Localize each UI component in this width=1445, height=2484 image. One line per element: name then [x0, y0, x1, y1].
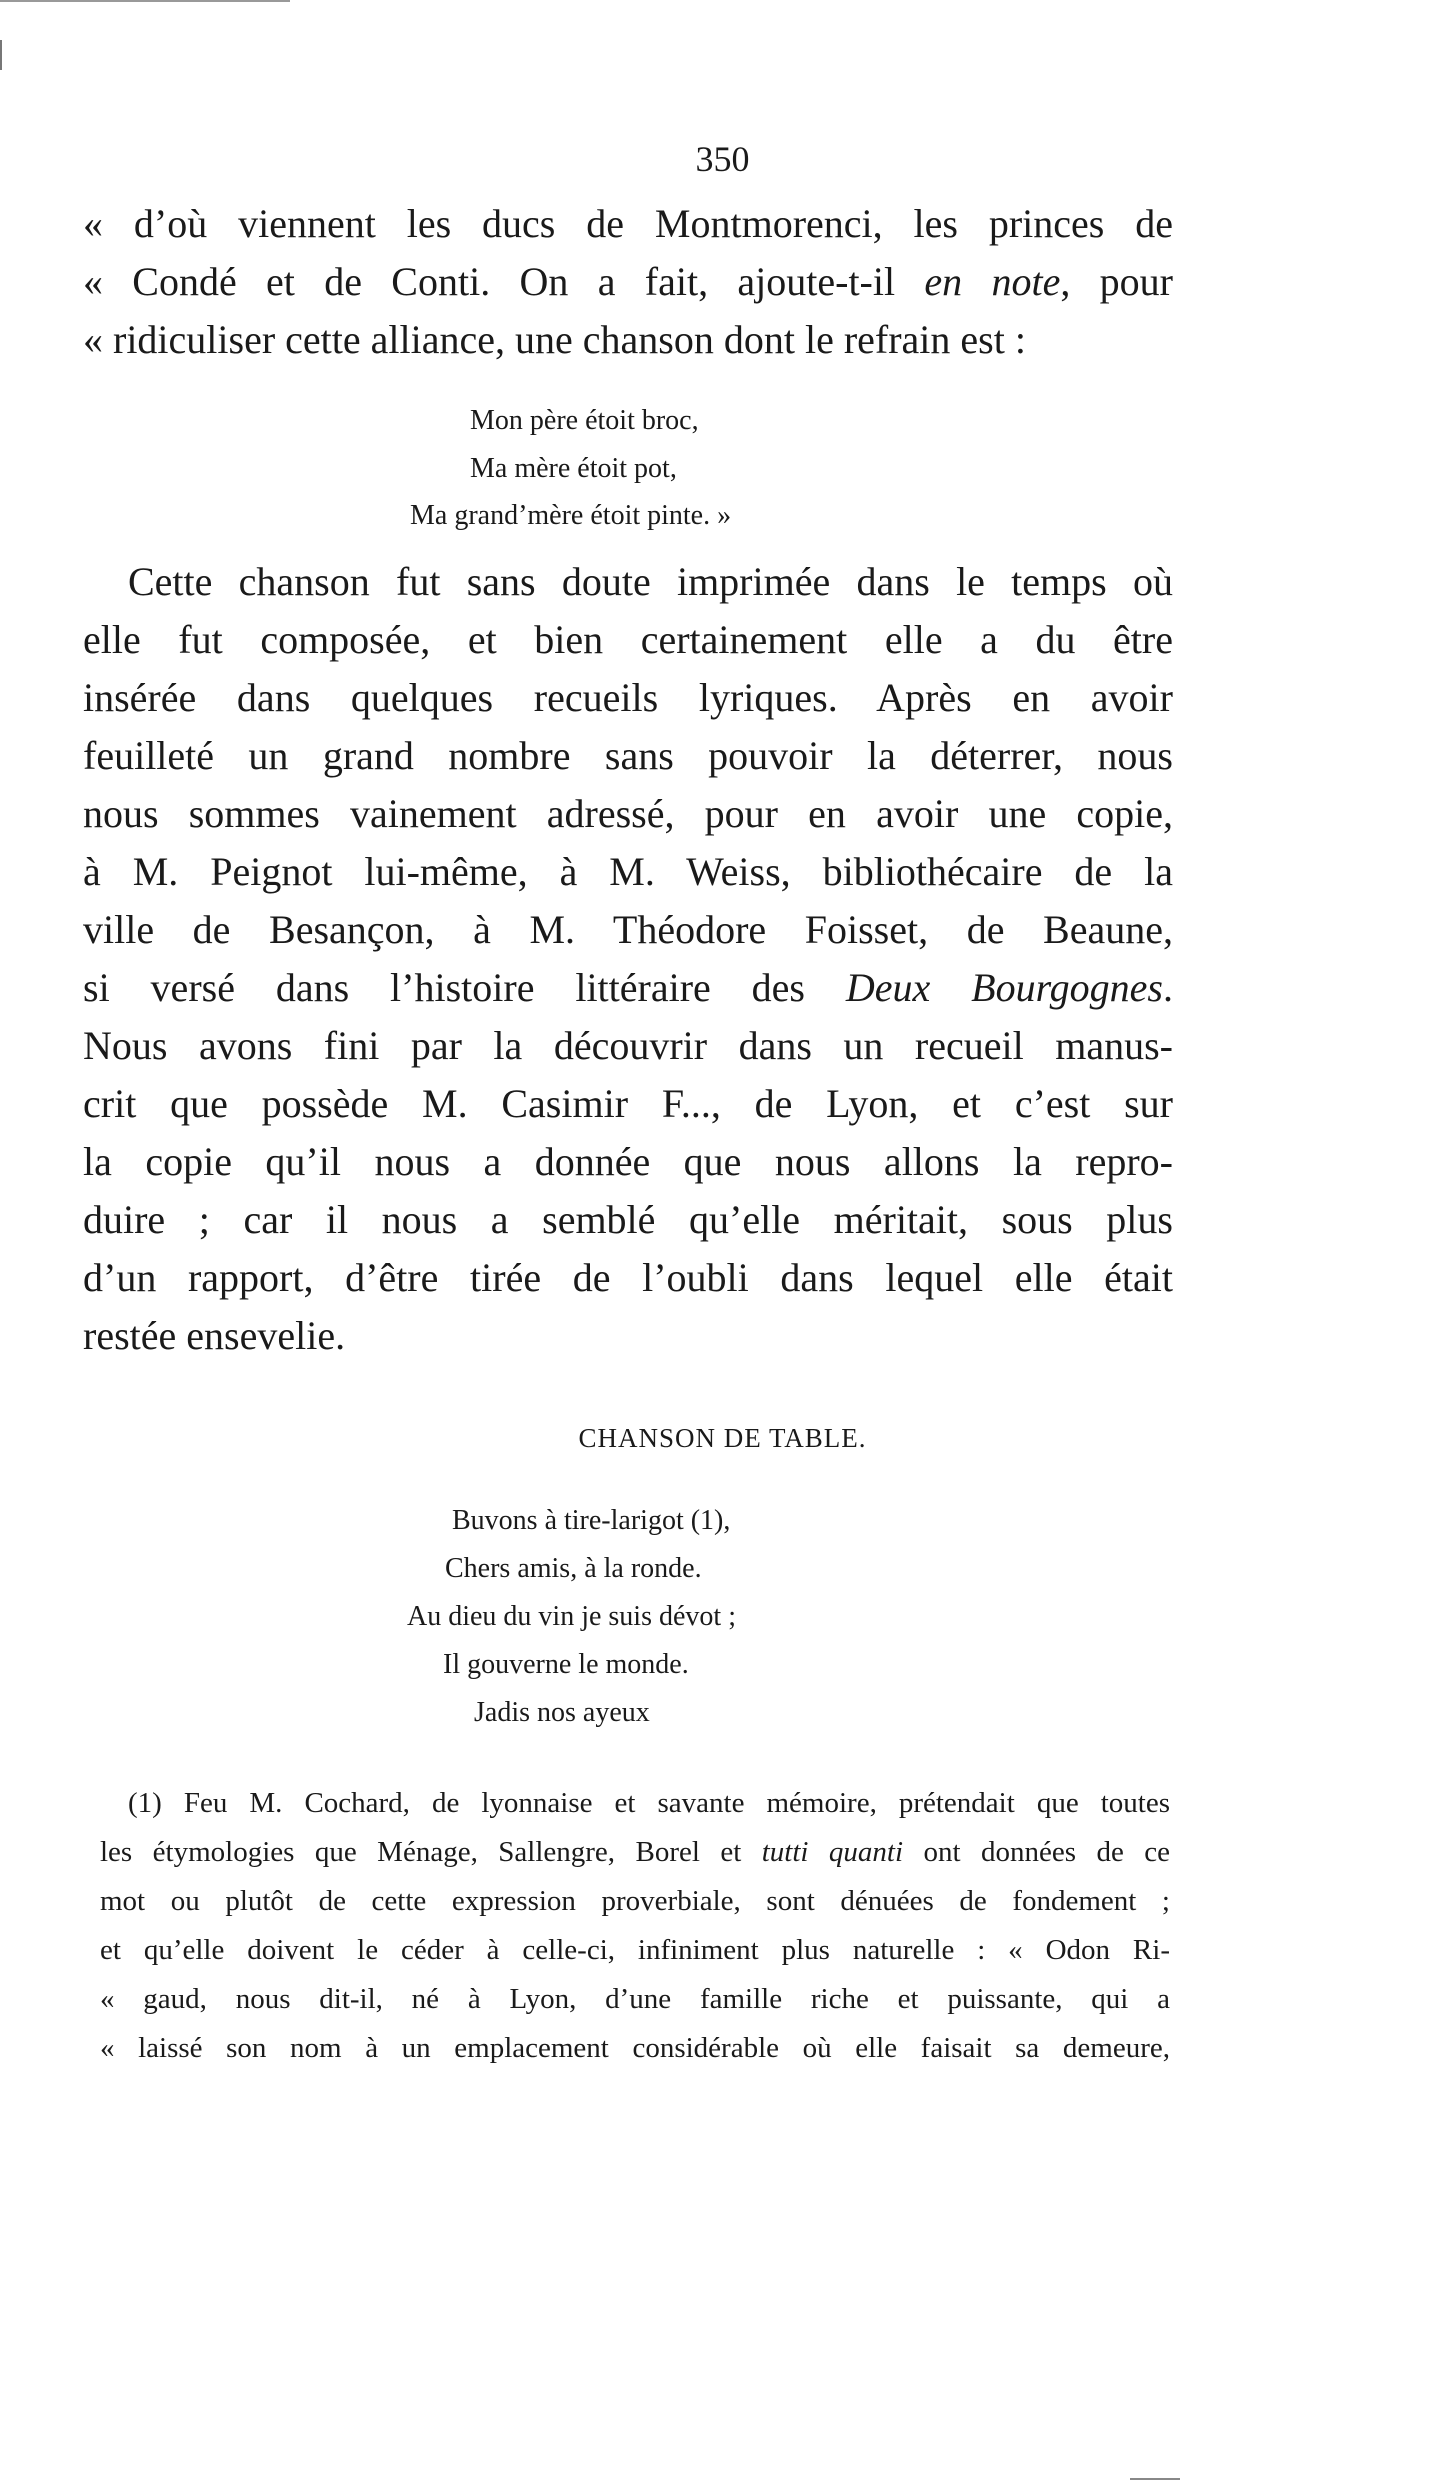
footnote-text: (1) Feu M. Cochard, de lyonnaise et savante mémoire, prétendait que toutes	[128, 1787, 1170, 1819]
paragraph-text: crit que possède M. Casimir F..., de Lyon, et c’est sur	[83, 1081, 1173, 1126]
paragraph-line	[83, 674, 1173, 721]
song-verse: Au dieu du vin je suis dévot ;	[407, 1601, 736, 1632]
paragraph-line	[83, 616, 1173, 663]
paragraph-line	[83, 1080, 1173, 1127]
footnote-text: les étymologies que Ménage, Sallengre, Borel et	[100, 1836, 762, 1868]
song-verse: Buvons à tire-larigot (1),	[452, 1505, 731, 1536]
footnote-italic: tutti quanti	[761, 1836, 904, 1868]
paragraph-line	[83, 1196, 1173, 1243]
paragraph-text: insérée dans quelques recueils lyriques. Après en avoir	[83, 675, 1173, 720]
footnote-line	[100, 1934, 1170, 1967]
scan-edge-bottom	[1130, 2478, 1180, 2480]
footnote-text: mot ou plutôt de cette expression proverbiale, sont dénuées de fondement ;	[100, 1885, 1170, 1917]
paragraph-text: si versé dans l’histoire littéraire des	[83, 965, 846, 1010]
footnote-line	[128, 1787, 1170, 1820]
paragraph-italic: Deux Bourgognes	[845, 965, 1163, 1010]
footnote-text: « gaud, nous dit-il, né à Lyon, d’une famille riche et puissante, qui a	[100, 1983, 1170, 2015]
paragraph-text: d’un rapport, d’être tirée de l’oubli dans lequel elle était	[83, 1255, 1173, 1300]
quote-line	[83, 258, 1173, 305]
quote-italic: en note	[924, 259, 1061, 304]
paragraph-text: Cette chanson fut sans doute imprimée dans le temps où	[128, 559, 1173, 604]
paragraph-line	[83, 848, 1173, 895]
paragraph-line	[83, 1254, 1173, 1301]
paragraph-line	[83, 1138, 1173, 1185]
song-verse: Il gouverne le monde.	[443, 1649, 689, 1680]
paragraph-text: duire ; car il nous a semblé qu’elle méritait, sous plus	[83, 1197, 1173, 1242]
paragraph-line	[83, 906, 1173, 953]
refrain-line: Ma mère étoit pot,	[470, 453, 677, 484]
quote-text: , pour	[1060, 259, 1173, 304]
paragraph-line	[83, 1312, 1173, 1359]
song-verse: Chers amis, à la ronde.	[445, 1553, 702, 1584]
paragraph-text: elle fut composée, et bien certainement elle a du être	[83, 617, 1173, 662]
quote-text: « Condé et de Conti. On a fait, ajoute-t-il	[83, 259, 925, 304]
page-number: 350	[695, 139, 750, 179]
footnote-line	[100, 1983, 1170, 2016]
song-verse: Jadis nos ayeux	[474, 1697, 650, 1728]
song-title: CHANSON DE TABLE.	[578, 1423, 867, 1453]
footnote-text: « laissé son nom à un emplacement considérable où elle faisait sa demeure,	[100, 2032, 1170, 2064]
paragraph-line	[83, 732, 1173, 779]
scan-edge-left	[0, 40, 2, 70]
quote-line	[83, 200, 1173, 247]
footnote-text: et qu’elle doivent le céder à celle-ci, infiniment plus naturelle : « Odon Ri-	[100, 1934, 1170, 1966]
paragraph-text: restée ensevelie.	[83, 1313, 346, 1358]
quote-text: « ridiculiser cette alliance, une chanson dont le refrain est :	[83, 317, 1026, 362]
paragraph-text: nous sommes vainement adressé, pour en avoir une copie,	[83, 791, 1173, 836]
quote-text: « d’où viennent les ducs de Montmorenci, les princes de	[83, 201, 1173, 246]
paragraph-text: à M. Peignot lui-même, à M. Weiss, bibliothécaire de la	[83, 849, 1173, 894]
scan-edge-top	[0, 0, 290, 2]
paragraph-text: la copie qu’il nous a donnée que nous allons la repro-	[83, 1139, 1173, 1184]
paragraph-line	[128, 558, 1173, 605]
footnote-line	[100, 2032, 1170, 2065]
paragraph-text: feuilleté un grand nombre sans pouvoir la déterrer, nous	[83, 733, 1173, 778]
footnote-text: ont données de ce	[903, 1836, 1171, 1868]
paragraph-line	[83, 790, 1173, 837]
paragraph-line	[83, 964, 1173, 1011]
paragraph-line	[83, 1022, 1173, 1069]
refrain-line: Mon père étoit broc,	[470, 405, 699, 436]
footnote-line	[100, 1885, 1170, 1918]
paragraph-text: Nous avons fini par la découvrir dans un recueil manus-	[83, 1023, 1173, 1068]
paragraph-text: ville de Besançon, à M. Théodore Foisset, de Beaune,	[83, 907, 1173, 952]
footnote-line	[100, 1836, 1170, 1869]
paragraph-text: .	[1163, 965, 1173, 1010]
refrain-line: Ma grand’mère étoit pinte. »	[410, 500, 732, 531]
quote-line	[83, 316, 1173, 363]
